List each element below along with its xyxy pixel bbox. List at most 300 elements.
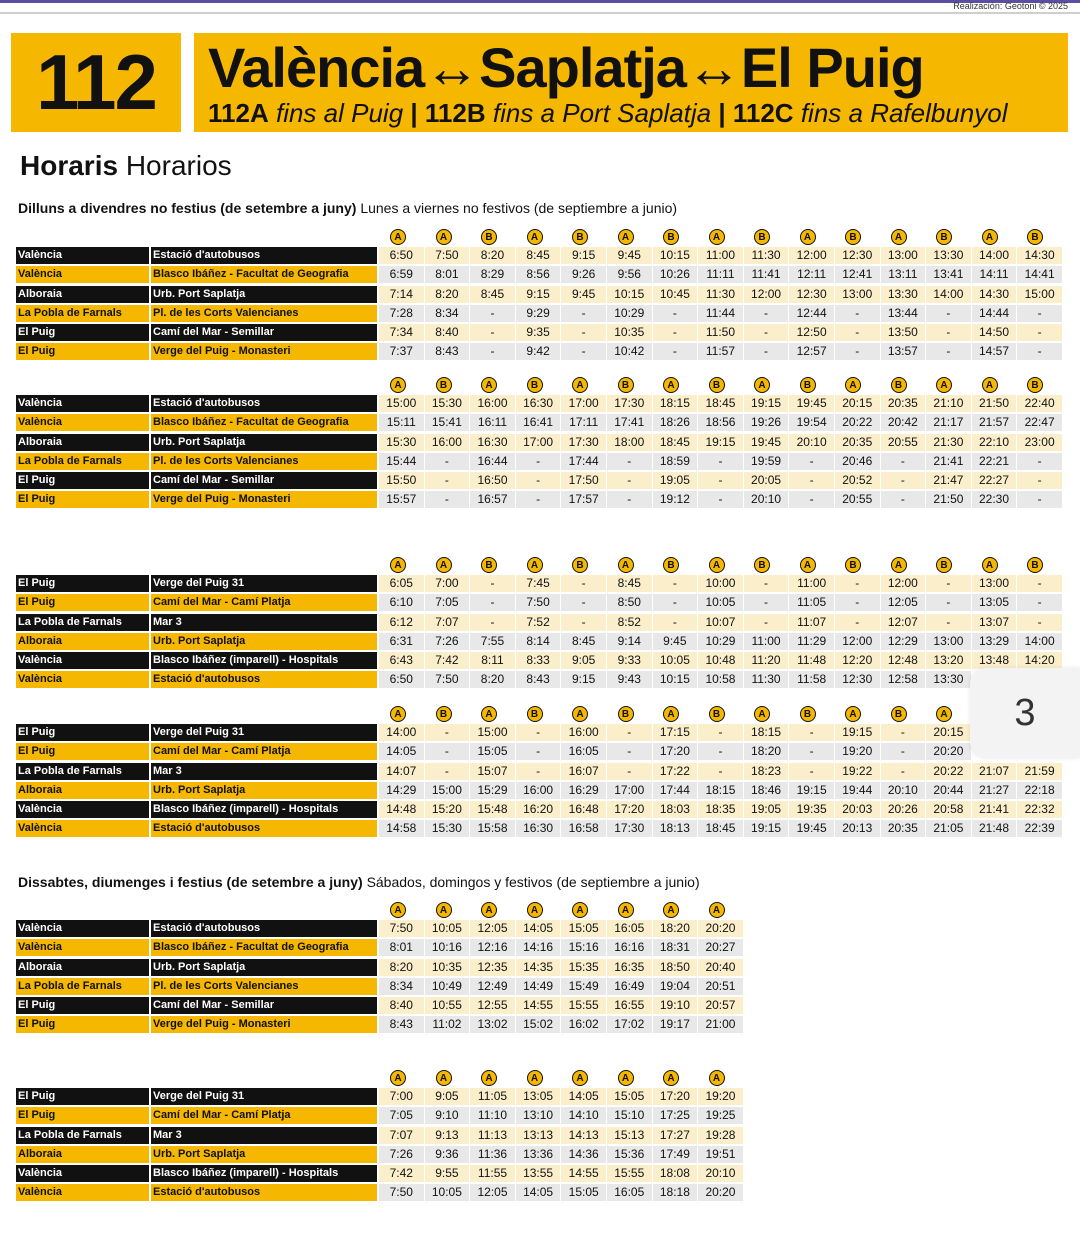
time-cell: 13:57 <box>881 343 926 360</box>
stop-name: Mar 3 <box>151 763 377 780</box>
time-cell: 20:10 <box>789 434 834 451</box>
time-cell: 18:31 <box>653 939 698 956</box>
time-cell: 8:29 <box>470 266 515 283</box>
time-cell: - <box>1017 343 1062 360</box>
stop-name: Blasco Ibáñez - Facultat de Geografia <box>151 414 377 431</box>
time-cell: - <box>516 724 561 741</box>
time-cell: 18:00 <box>607 434 652 451</box>
time-cell: 18:20 <box>653 920 698 937</box>
variant-badge: A <box>891 229 907 245</box>
time-cell: 19:35 <box>789 801 834 818</box>
timetable-row <box>16 652 1063 669</box>
stop-name: Mar 3 <box>151 1127 377 1144</box>
timetable-row <box>16 266 1063 283</box>
time-cell: 15:30 <box>379 434 424 451</box>
time-cell: 14:00 <box>926 286 971 303</box>
town-name: El Puig <box>16 724 149 741</box>
timetable-row <box>16 614 1063 631</box>
time-cell: 17:30 <box>607 395 652 412</box>
time-cell: 16:05 <box>607 1184 652 1201</box>
time-cell: - <box>1017 594 1062 611</box>
time-cell: 14:55 <box>516 997 561 1014</box>
timetable-row <box>16 801 1063 818</box>
time-cell: 6:50 <box>379 671 424 688</box>
time-cell: 6:43 <box>379 652 424 669</box>
time-cell: 9:05 <box>425 1088 470 1105</box>
time-cell: 19:45 <box>789 820 834 837</box>
time-cell: - <box>425 743 470 760</box>
time-cell: 14:35 <box>516 959 561 976</box>
time-cell: - <box>1017 575 1062 592</box>
stop-name: Blasco Ibáñez - Facultat de Geografia <box>151 266 377 283</box>
credit-text: Realización: Geotoni © 2025 <box>953 1 1068 11</box>
stop-name: Camí del Mar - Camí Platja <box>151 594 377 611</box>
time-cell: 16:58 <box>561 820 606 837</box>
variant-badge: A <box>982 377 998 393</box>
stop-name: Verge del Puig - Monasteri <box>151 491 377 508</box>
time-cell: - <box>1017 324 1062 341</box>
time-cell: 7:42 <box>425 652 470 669</box>
stop-name: Estació d'autobusos <box>151 920 377 937</box>
town-name: El Puig <box>16 1107 149 1124</box>
timetable-row <box>16 820 1063 837</box>
time-cell: 9:33 <box>607 652 652 669</box>
time-cell: 12:29 <box>881 633 926 650</box>
time-cell: 8:20 <box>470 671 515 688</box>
time-cell: 19:54 <box>789 414 834 431</box>
time-cell: 7:34 <box>379 324 424 341</box>
time-cell: 20:51 <box>698 978 743 995</box>
time-cell: 6:50 <box>379 247 424 264</box>
time-cell: 20:58 <box>926 801 971 818</box>
time-cell: 12:55 <box>470 997 515 1014</box>
time-cell: 19:05 <box>744 801 789 818</box>
time-cell: 11:30 <box>744 247 789 264</box>
time-cell: 20:44 <box>926 782 971 799</box>
time-cell: 20:10 <box>881 782 926 799</box>
timetable-row <box>16 920 744 937</box>
town-name: El Puig <box>16 594 149 611</box>
stop-name: Camí del Mar - Camí Platja <box>151 1107 377 1124</box>
time-cell: 22:30 <box>972 491 1017 508</box>
time-cell: - <box>835 575 880 592</box>
time-cell: 13:00 <box>881 247 926 264</box>
time-cell: - <box>425 491 470 508</box>
town-name: València <box>16 939 149 956</box>
variant-badge-row <box>16 900 744 920</box>
variant-badge-row <box>16 555 1063 575</box>
time-cell: - <box>926 594 971 611</box>
time-cell: - <box>881 472 926 489</box>
time-cell: 11:00 <box>789 575 834 592</box>
time-cell: - <box>425 763 470 780</box>
time-cell: 15:30 <box>425 395 470 412</box>
time-cell: 13:20 <box>926 652 971 669</box>
time-cell: 9:45 <box>607 247 652 264</box>
time-cell: - <box>516 491 561 508</box>
time-cell: 13:05 <box>972 594 1017 611</box>
time-cell: 16:48 <box>561 801 606 818</box>
time-cell: 9:15 <box>561 671 606 688</box>
time-cell: 10:35 <box>607 324 652 341</box>
time-cell: 10:45 <box>653 286 698 303</box>
time-cell: 8:14 <box>516 633 561 650</box>
time-cell: 17:20 <box>607 801 652 818</box>
time-cell: 8:43 <box>379 1016 424 1033</box>
stop-name: Urb. Port Saplatja <box>151 959 377 976</box>
time-cell: 9:35 <box>516 324 561 341</box>
variant-badge: B <box>1027 377 1043 393</box>
time-cell: 15:20 <box>425 801 470 818</box>
time-cell: 10:49 <box>425 978 470 995</box>
time-cell: 21:10 <box>926 395 971 412</box>
stop-name: Verge del Puig - Monasteri <box>151 1016 377 1033</box>
time-cell: 14:10 <box>561 1107 606 1124</box>
stop-name: Estació d'autobusos <box>151 820 377 837</box>
time-cell: - <box>789 763 834 780</box>
variant-badge: B <box>709 706 725 722</box>
time-cell: 18:46 <box>744 782 789 799</box>
time-cell: 17:30 <box>561 434 606 451</box>
time-cell: - <box>881 724 926 741</box>
time-cell: 19:10 <box>653 997 698 1014</box>
variant-badge: A <box>527 557 543 573</box>
timetable-row <box>16 414 1063 431</box>
time-cell: 21:17 <box>926 414 971 431</box>
time-cell: 11:50 <box>698 324 743 341</box>
time-cell: 21:57 <box>972 414 1017 431</box>
time-cell: 18:26 <box>653 414 698 431</box>
time-cell: 8:45 <box>516 247 561 264</box>
time-cell: - <box>607 724 652 741</box>
time-cell: 12:57 <box>789 343 834 360</box>
town-name: La Pobla de Farnals <box>16 978 149 995</box>
time-cell: 14:05 <box>516 1184 561 1201</box>
timetable-row <box>16 1088 744 1105</box>
time-cell: 20:20 <box>698 1184 743 1201</box>
time-cell: 13:00 <box>972 575 1017 592</box>
time-cell: 22:10 <box>972 434 1017 451</box>
time-cell: 16:11 <box>470 414 515 431</box>
time-cell: 8:43 <box>516 671 561 688</box>
time-cell: - <box>653 594 698 611</box>
variant-badge: A <box>618 902 634 918</box>
time-cell: 21:50 <box>926 491 971 508</box>
variant-badge: B <box>481 557 497 573</box>
timetable-row <box>16 1146 744 1163</box>
variant-badge: A <box>527 229 543 245</box>
time-cell: 15:58 <box>470 820 515 837</box>
time-cell: 19:59 <box>744 453 789 470</box>
top-rule <box>0 0 1080 14</box>
time-cell: - <box>835 343 880 360</box>
time-cell: - <box>881 743 926 760</box>
variant-badge: A <box>982 557 998 573</box>
time-cell: 20:52 <box>835 472 880 489</box>
variant-badge: B <box>936 229 952 245</box>
time-cell: 17:27 <box>653 1127 698 1144</box>
time-cell: 8:56 <box>516 266 561 283</box>
time-cell: 19:45 <box>744 434 789 451</box>
time-cell: 10:15 <box>607 286 652 303</box>
time-cell: - <box>653 343 698 360</box>
time-cell: - <box>881 763 926 780</box>
town-name: El Puig <box>16 1088 149 1105</box>
time-cell: 22:21 <box>972 453 1017 470</box>
variant-b-text: fins a Port Saplatja <box>492 98 712 128</box>
town-name: El Puig <box>16 324 149 341</box>
stop-name: Pl. de les Corts Valencianes <box>151 453 377 470</box>
variant-badge: B <box>1027 229 1043 245</box>
time-cell: 15:00 <box>425 782 470 799</box>
time-cell: 11:07 <box>789 614 834 631</box>
time-cell: 9:13 <box>425 1127 470 1144</box>
stop-name: Verge del Puig 31 <box>151 575 377 592</box>
variant-badge: B <box>800 706 816 722</box>
time-cell: 13:13 <box>516 1127 561 1144</box>
time-cell: - <box>607 763 652 780</box>
time-cell: 20:22 <box>835 414 880 431</box>
stop-name: Estació d'autobusos <box>151 247 377 264</box>
time-cell: 9:45 <box>561 286 606 303</box>
time-cell: 14:36 <box>561 1146 606 1163</box>
time-cell: 11:36 <box>470 1146 515 1163</box>
time-cell: - <box>653 305 698 322</box>
time-cell: 20:46 <box>835 453 880 470</box>
time-cell: 17:00 <box>516 434 561 451</box>
time-cell: 12:58 <box>881 671 926 688</box>
time-cell: 22:18 <box>1017 782 1062 799</box>
time-cell: 13:55 <box>516 1165 561 1182</box>
time-cell: - <box>516 763 561 780</box>
variant-badge: B <box>481 229 497 245</box>
time-cell: 15:36 <box>607 1146 652 1163</box>
timetable-row <box>16 1184 744 1201</box>
variant-badge: A <box>663 706 679 722</box>
time-cell: 10:15 <box>653 247 698 264</box>
time-cell: - <box>516 453 561 470</box>
variant-badge-row <box>16 1068 744 1088</box>
town-name: El Puig <box>16 997 149 1014</box>
stop-name: Camí del Mar - Semillar <box>151 472 377 489</box>
route-number: 112 <box>11 33 181 132</box>
time-cell: 14:00 <box>379 724 424 741</box>
variant-badge: A <box>709 557 725 573</box>
variant-badge: B <box>663 557 679 573</box>
time-cell: 14:29 <box>379 782 424 799</box>
timetable-row <box>16 575 1063 592</box>
time-cell: 10:58 <box>698 671 743 688</box>
time-cell: 16:29 <box>561 782 606 799</box>
time-cell: 14:41 <box>1017 266 1062 283</box>
weekend-label-spanish: Sábados, domingos y festivos (de septiembre a junio) <box>366 874 700 890</box>
town-name: València <box>16 801 149 818</box>
variant-badge: B <box>618 377 634 393</box>
time-cell: 12:07 <box>881 614 926 631</box>
variant-badge: A <box>390 229 406 245</box>
stop-name: Blasco Ibáñez (imparell) - Hospitals <box>151 801 377 818</box>
time-cell: 18:03 <box>653 801 698 818</box>
time-cell: 21:00 <box>698 1016 743 1033</box>
time-cell: 14:49 <box>516 978 561 995</box>
stop-name: Verge del Puig 31 <box>151 1088 377 1105</box>
time-cell: 20:15 <box>926 724 971 741</box>
time-cell: 15:29 <box>470 782 515 799</box>
variant-badge: A <box>481 902 497 918</box>
time-cell: - <box>835 305 880 322</box>
variant-badge: A <box>390 706 406 722</box>
timetable-row <box>16 453 1063 470</box>
time-cell: 18:15 <box>744 724 789 741</box>
time-cell: 13:05 <box>516 1088 561 1105</box>
time-cell: 10:48 <box>698 652 743 669</box>
time-cell: 7:28 <box>379 305 424 322</box>
time-cell: 17:49 <box>653 1146 698 1163</box>
timetable-row <box>16 1127 744 1144</box>
town-name: La Pobla de Farnals <box>16 305 149 322</box>
timetable-row <box>16 1107 744 1124</box>
time-cell: 6:05 <box>379 575 424 592</box>
time-cell: - <box>744 324 789 341</box>
time-cell: - <box>561 343 606 360</box>
variant-badge: B <box>754 557 770 573</box>
time-cell: - <box>653 575 698 592</box>
time-cell: 13:02 <box>470 1016 515 1033</box>
time-cell: 8:11 <box>470 652 515 669</box>
time-cell: 12:30 <box>835 247 880 264</box>
time-cell: 9:26 <box>561 266 606 283</box>
time-cell: - <box>425 724 470 741</box>
time-cell: 20:42 <box>881 414 926 431</box>
time-cell: 8:40 <box>425 324 470 341</box>
time-cell: 16:05 <box>561 743 606 760</box>
time-cell: 11:02 <box>425 1016 470 1033</box>
time-cell: 7:50 <box>425 671 470 688</box>
time-cell: 14:20 <box>1017 652 1062 669</box>
time-cell: 8:34 <box>425 305 470 322</box>
time-cell: 14:55 <box>561 1165 606 1182</box>
time-cell: 11:30 <box>744 671 789 688</box>
time-cell: 7:50 <box>379 1184 424 1201</box>
time-cell: 15:57 <box>379 491 424 508</box>
time-cell: 10:35 <box>425 959 470 976</box>
time-cell: - <box>698 743 743 760</box>
time-cell: 10:15 <box>653 671 698 688</box>
town-name: La Pobla de Farnals <box>16 614 149 631</box>
time-cell: 16:07 <box>561 763 606 780</box>
time-cell: - <box>1017 491 1062 508</box>
time-cell: 22:39 <box>1017 820 1062 837</box>
variant-badge: A <box>845 706 861 722</box>
variant-badge: B <box>845 557 861 573</box>
time-cell: - <box>926 614 971 631</box>
variant-separator: | <box>410 98 418 128</box>
time-cell: 20:03 <box>835 801 880 818</box>
town-name: Alboraia <box>16 1146 149 1163</box>
variant-badge: A <box>709 1070 725 1086</box>
timetable-row <box>16 594 1063 611</box>
time-cell: - <box>789 491 834 508</box>
time-cell: 19:15 <box>789 782 834 799</box>
time-cell: 18:50 <box>653 959 698 976</box>
time-cell: 10:16 <box>425 939 470 956</box>
time-cell: 14:48 <box>379 801 424 818</box>
time-cell: 15:10 <box>607 1107 652 1124</box>
timetable-row <box>16 939 744 956</box>
stop-name: Pl. de les Corts Valencianes <box>151 978 377 995</box>
time-cell: 17:20 <box>653 743 698 760</box>
time-cell: 12:20 <box>835 652 880 669</box>
time-cell: 19:28 <box>698 1127 743 1144</box>
variant-badge: B <box>436 377 452 393</box>
variant-badge: B <box>709 377 725 393</box>
town-name: Alboraia <box>16 434 149 451</box>
variant-b-code: 112B <box>424 98 486 128</box>
town-name: València <box>16 1184 149 1201</box>
time-cell: 21:07 <box>972 763 1017 780</box>
time-cell: 17:00 <box>561 395 606 412</box>
town-name: València <box>16 266 149 283</box>
stop-name: Urb. Port Saplatja <box>151 782 377 799</box>
time-cell: 16:49 <box>607 978 652 995</box>
town-name: El Puig <box>16 575 149 592</box>
time-cell: - <box>470 305 515 322</box>
time-cell: 7:55 <box>470 633 515 650</box>
time-cell: 18:08 <box>653 1165 698 1182</box>
timetable-row <box>16 959 744 976</box>
variant-badge: B <box>663 229 679 245</box>
time-cell: 12:05 <box>470 1184 515 1201</box>
time-cell: 11:58 <box>789 671 834 688</box>
time-cell: 16:16 <box>607 939 652 956</box>
time-cell: 12:05 <box>470 920 515 937</box>
variant-badge: A <box>527 1070 543 1086</box>
time-cell: 12:00 <box>789 247 834 264</box>
time-cell: 17:22 <box>653 763 698 780</box>
time-cell: 19:44 <box>835 782 880 799</box>
page-indicator[interactable]: 3 <box>970 668 1080 758</box>
variant-badge: B <box>891 706 907 722</box>
time-cell: 19:15 <box>744 820 789 837</box>
time-cell: 7:07 <box>379 1127 424 1144</box>
time-cell: 14:16 <box>516 939 561 956</box>
time-cell: 7:42 <box>379 1165 424 1182</box>
time-cell: 21:50 <box>972 395 1017 412</box>
time-cell: 20:55 <box>835 491 880 508</box>
variant-badge: A <box>481 1070 497 1086</box>
variant-badge: B <box>1027 557 1043 573</box>
time-cell: - <box>789 472 834 489</box>
time-cell: 6:31 <box>379 633 424 650</box>
time-cell: 13:30 <box>926 247 971 264</box>
stop-name: Urb. Port Saplatja <box>151 434 377 451</box>
time-cell: - <box>926 324 971 341</box>
time-cell: - <box>425 453 470 470</box>
variant-badge: B <box>845 229 861 245</box>
time-cell: 19:20 <box>698 1088 743 1105</box>
variant-badge: A <box>663 902 679 918</box>
variant-badge: B <box>572 229 588 245</box>
time-cell: 20:27 <box>698 939 743 956</box>
time-cell: 13:00 <box>835 286 880 303</box>
town-name: La Pobla de Farnals <box>16 1127 149 1144</box>
timetable-row <box>16 978 744 995</box>
variant-badge: A <box>618 557 634 573</box>
time-cell: - <box>698 472 743 489</box>
timetable-row <box>16 1016 744 1033</box>
time-cell: 7:45 <box>516 575 561 592</box>
variant-badge: A <box>572 706 588 722</box>
